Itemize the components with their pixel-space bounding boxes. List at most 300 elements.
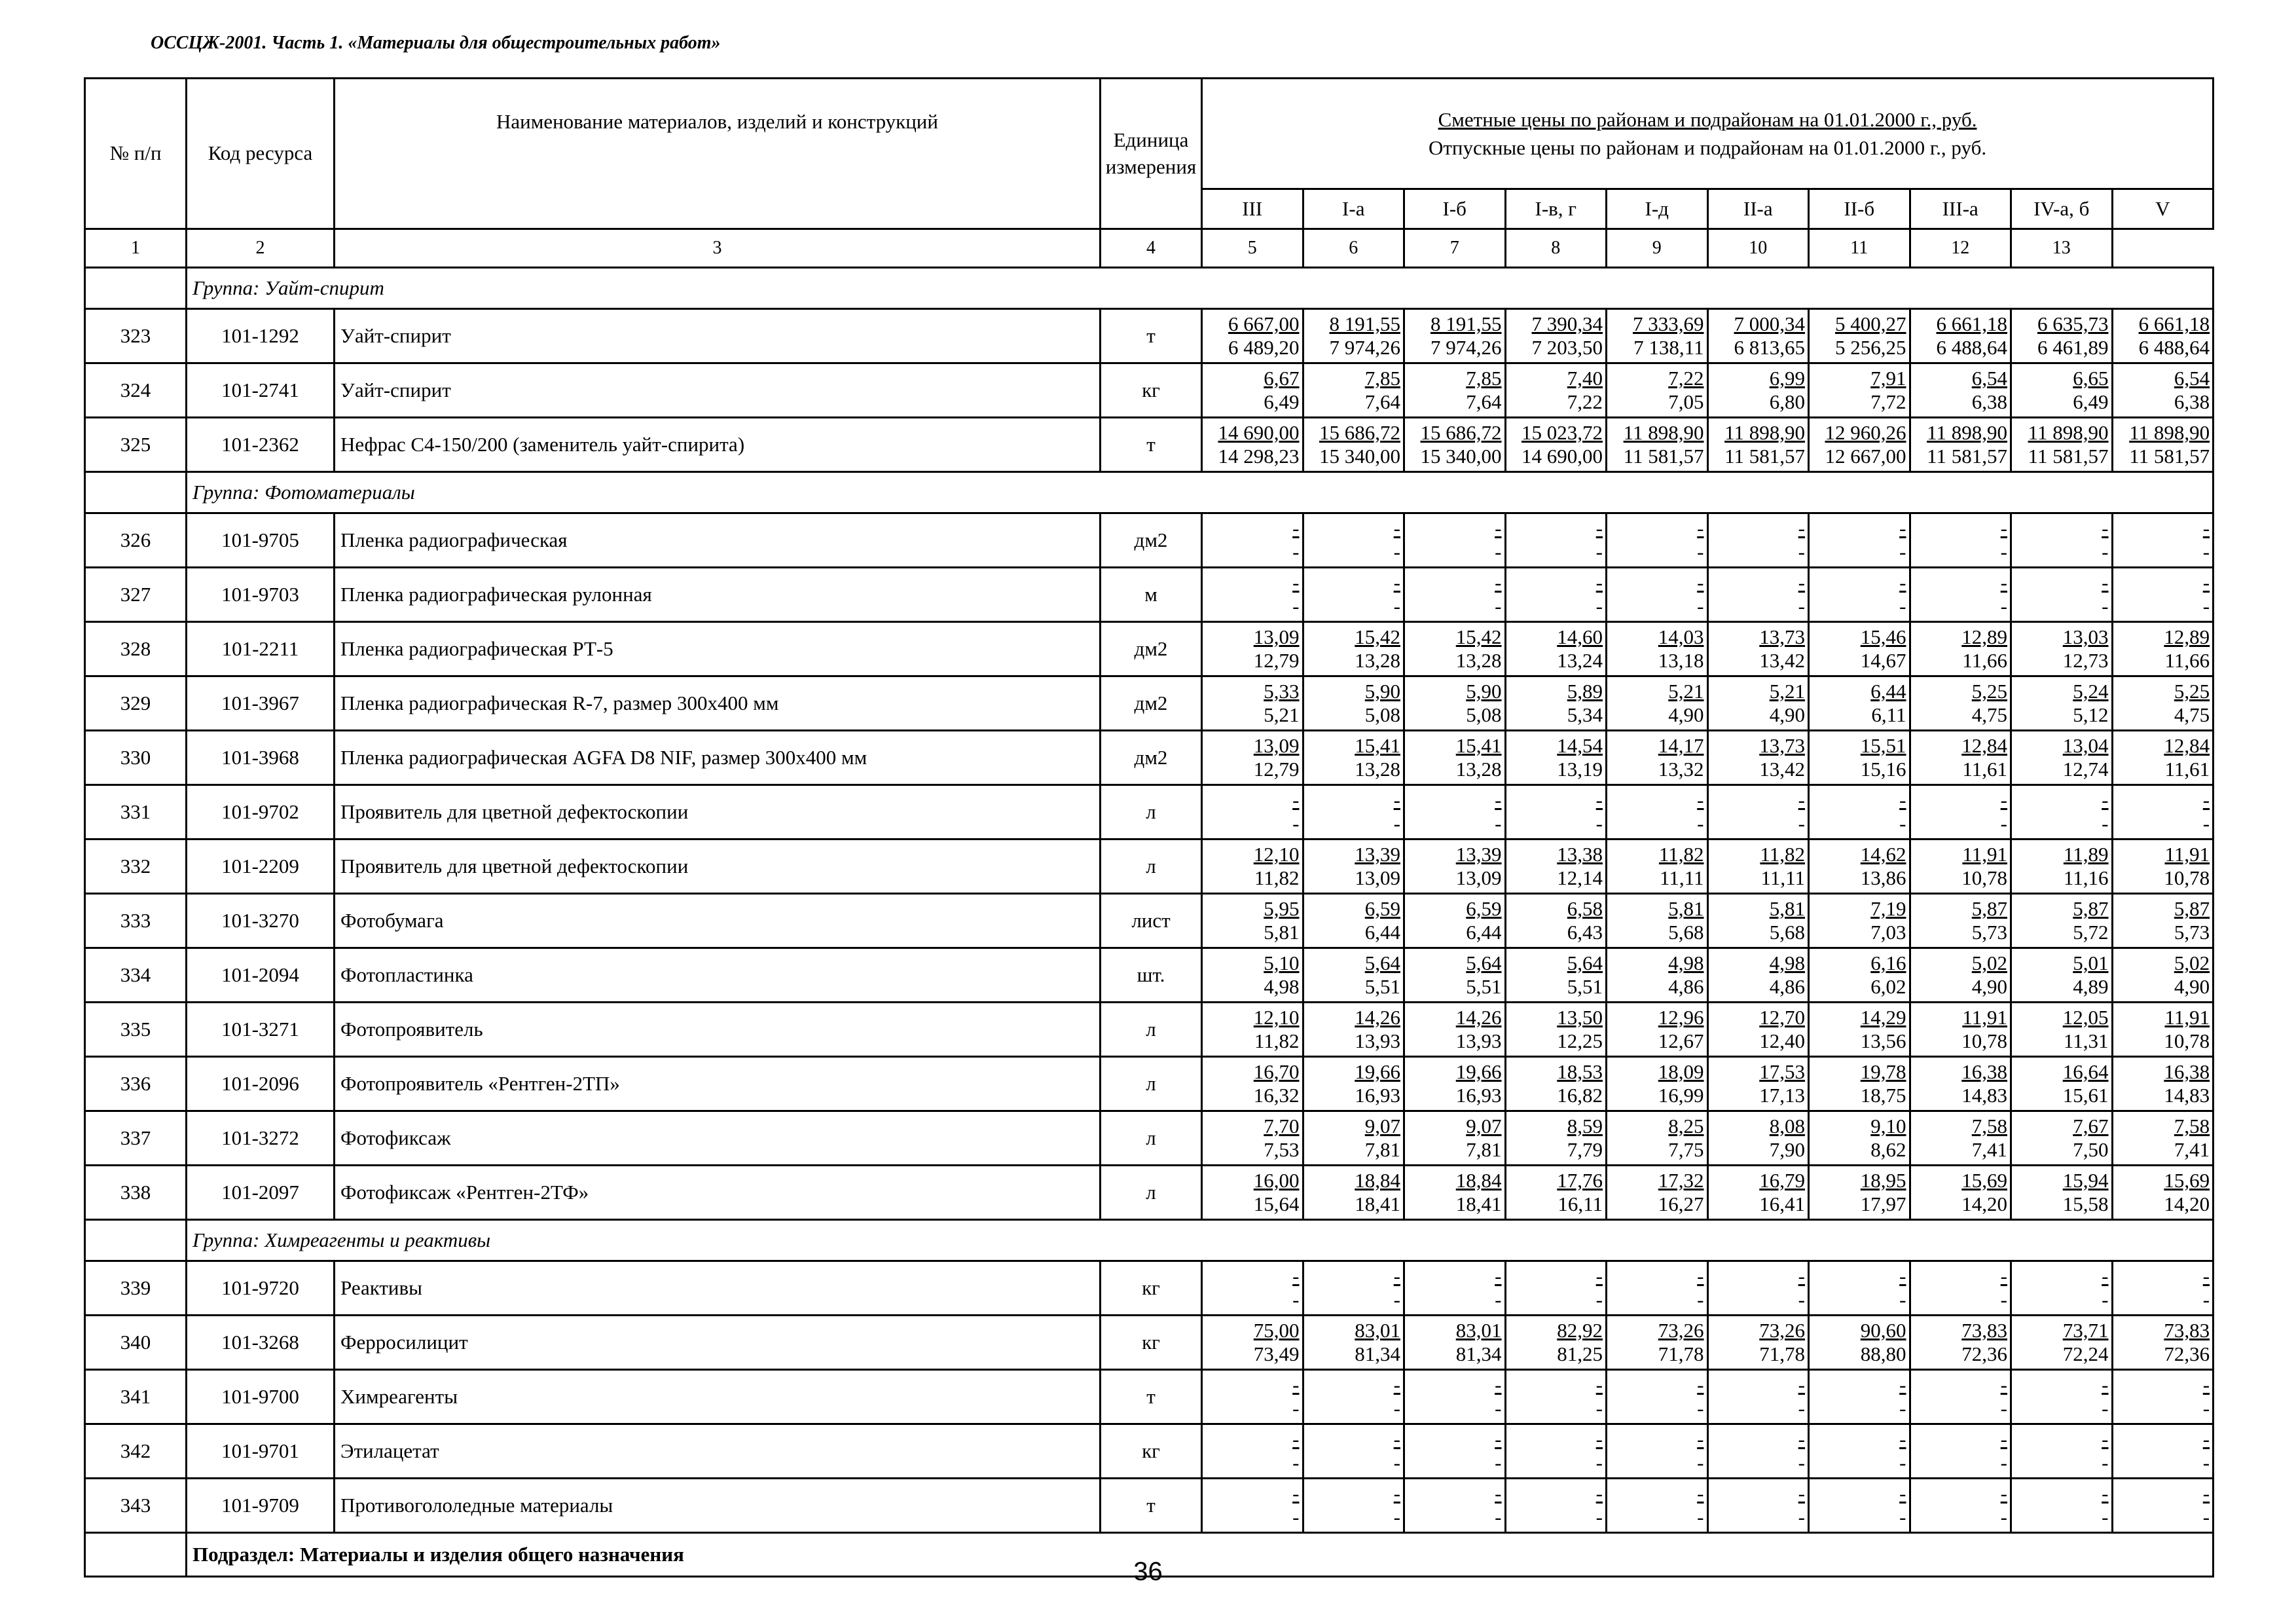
price-cell bbox=[1707, 1057, 1809, 1111]
price-cell bbox=[1202, 568, 1303, 622]
release-price: 7,64 bbox=[1466, 390, 1502, 413]
price-cell bbox=[1910, 1166, 2011, 1220]
estimate-price: 14 690,00 bbox=[1218, 421, 1300, 444]
region-label: V bbox=[2112, 189, 2214, 229]
table-row bbox=[85, 1003, 2214, 1057]
price-cell bbox=[1303, 1166, 1404, 1220]
price-cell bbox=[2011, 894, 2113, 948]
price-cell bbox=[2112, 568, 2214, 622]
price-cell bbox=[2112, 418, 2214, 472]
region-label: III bbox=[1202, 189, 1303, 229]
release-price: - bbox=[1495, 1288, 1502, 1311]
price-cell bbox=[1607, 1261, 1708, 1316]
estimate-price: 75,00 bbox=[1253, 1319, 1300, 1342]
price-cell bbox=[2011, 418, 2113, 472]
release-price: - bbox=[2000, 595, 2007, 618]
estimate-price: 9,10 bbox=[1870, 1115, 1906, 1137]
price-cell bbox=[1707, 894, 1809, 948]
price-cell bbox=[1910, 948, 2011, 1003]
material-name: Противогололедные материалы bbox=[335, 1479, 1101, 1533]
release-price: 16,93 bbox=[1455, 1084, 1502, 1107]
estimate-price: 5,25 bbox=[2174, 680, 2210, 703]
estimate-price: 16,70 bbox=[1253, 1060, 1300, 1083]
release-price: - bbox=[1393, 540, 1400, 563]
row-number: 340 bbox=[85, 1316, 187, 1370]
price-cell bbox=[1505, 1316, 1607, 1370]
release-price: 11,31 bbox=[2063, 1029, 2109, 1052]
estimate-price: - bbox=[1899, 1264, 1906, 1287]
estimate-price: 13,04 bbox=[2062, 734, 2109, 757]
release-price: 15,16 bbox=[1860, 758, 1906, 781]
unit-of-measure: кг bbox=[1101, 363, 1202, 418]
release-price: 15,64 bbox=[1253, 1192, 1300, 1215]
price-cell bbox=[1707, 513, 1809, 568]
estimate-price: 13,09 bbox=[1253, 625, 1300, 648]
release-price: - bbox=[1292, 540, 1300, 563]
estimate-price: 5,10 bbox=[1264, 951, 1300, 974]
column-number: 13 bbox=[2011, 229, 2113, 268]
price-cell bbox=[1910, 894, 2011, 948]
estimate-price: 19,66 bbox=[1355, 1060, 1400, 1083]
estimate-price: - bbox=[1697, 1264, 1704, 1287]
estimate-price: - bbox=[1899, 788, 1906, 811]
price-cell bbox=[1607, 1479, 1708, 1533]
row-number: 342 bbox=[85, 1424, 187, 1479]
price-cell bbox=[2011, 948, 2113, 1003]
material-name: Пленка радиографическая РТ-5 bbox=[335, 622, 1101, 676]
price-cell bbox=[1707, 622, 1809, 676]
table-row bbox=[85, 1111, 2214, 1166]
material-name: Фотобумага bbox=[335, 894, 1101, 948]
price-cell bbox=[1505, 622, 1607, 676]
estimate-price: - bbox=[1798, 571, 1805, 594]
resource-code: 101-9702 bbox=[187, 785, 335, 840]
release-price: 12,74 bbox=[2062, 758, 2109, 781]
price-cell bbox=[1404, 894, 1506, 948]
price-cell bbox=[1202, 948, 1303, 1003]
price-cell bbox=[1303, 1261, 1404, 1316]
estimate-price: 16,00 bbox=[1253, 1169, 1300, 1192]
estimate-price: 15,41 bbox=[1455, 734, 1502, 757]
price-cell bbox=[1404, 1424, 1506, 1479]
estimate-price: 11 898,90 bbox=[1623, 421, 1704, 444]
release-price: 72,36 bbox=[1961, 1342, 2007, 1365]
release-price: - bbox=[1393, 1288, 1400, 1311]
price-cell bbox=[1707, 1424, 1809, 1479]
estimate-price: - bbox=[2000, 1482, 2007, 1505]
release-price: 5,08 bbox=[1364, 703, 1400, 726]
estimate-price: - bbox=[1595, 788, 1603, 811]
price-cell bbox=[1404, 785, 1506, 840]
release-price: 6,43 bbox=[1567, 921, 1603, 944]
material-name: Реактивы bbox=[335, 1261, 1101, 1316]
release-price: - bbox=[1393, 1397, 1400, 1420]
price-cell bbox=[1505, 676, 1607, 731]
estimate-price: 11 898,90 bbox=[2028, 421, 2109, 444]
estimate-price: 7,91 bbox=[1870, 367, 1906, 390]
price-cell bbox=[1202, 1479, 1303, 1533]
release-price: 5,68 bbox=[1668, 921, 1704, 944]
release-price: - bbox=[2102, 1288, 2109, 1311]
estimate-price: 5,24 bbox=[2073, 680, 2109, 703]
release-price: 11,61 bbox=[2164, 758, 2210, 781]
header-name: Наименование материалов, изделий и конструкций bbox=[335, 79, 1101, 229]
estimate-price: 15,41 bbox=[1355, 734, 1400, 757]
row-number: 334 bbox=[85, 948, 187, 1003]
price-cell bbox=[1607, 1316, 1708, 1370]
estimate-price: 5,25 bbox=[1971, 680, 2007, 703]
estimate-price: 6 661,18 bbox=[2138, 312, 2210, 335]
release-price: 7 974,26 bbox=[1430, 336, 1502, 359]
estimate-price: 7,22 bbox=[1668, 367, 1704, 390]
resource-code: 101-9700 bbox=[187, 1370, 335, 1424]
release-price: 12,67 bbox=[1658, 1029, 1704, 1052]
price-cell bbox=[1809, 418, 1910, 472]
estimate-price: - bbox=[1292, 1373, 1300, 1396]
price-cell bbox=[1910, 840, 2011, 894]
price-cell bbox=[1202, 1003, 1303, 1057]
material-name: Уайт-спирит bbox=[335, 363, 1101, 418]
estimate-price: - bbox=[1393, 1373, 1400, 1396]
column-number: 3 bbox=[335, 229, 1101, 268]
release-price: 7 138,11 bbox=[1633, 336, 1704, 359]
estimate-price: 19,66 bbox=[1455, 1060, 1502, 1083]
price-cell bbox=[1303, 1424, 1404, 1479]
region-label: I-в, г bbox=[1505, 189, 1607, 229]
resource-code: 101-3968 bbox=[187, 731, 335, 785]
price-cell bbox=[1910, 1057, 2011, 1111]
price-cell bbox=[1809, 948, 1910, 1003]
release-price: 5,81 bbox=[1264, 921, 1300, 944]
estimate-price: 5,64 bbox=[1567, 951, 1603, 974]
price-cell bbox=[2011, 1261, 2113, 1316]
release-price: 13,86 bbox=[1860, 866, 1906, 889]
unit-of-measure: лист bbox=[1101, 894, 1202, 948]
release-price: - bbox=[2202, 1451, 2210, 1474]
price-cell bbox=[1505, 894, 1607, 948]
estimate-price: 15,42 bbox=[1355, 625, 1400, 648]
price-cell bbox=[2112, 785, 2214, 840]
release-price: 13,42 bbox=[1759, 758, 1805, 781]
header-prices bbox=[1202, 79, 2214, 189]
price-cell bbox=[1202, 731, 1303, 785]
release-price: 5,51 bbox=[1567, 975, 1603, 998]
estimate-price: 5,90 bbox=[1466, 680, 1502, 703]
price-cell bbox=[1707, 1479, 1809, 1533]
price-cell bbox=[2011, 676, 2113, 731]
row-number: 341 bbox=[85, 1370, 187, 1424]
release-price: 7 974,26 bbox=[1329, 336, 1400, 359]
price-cell bbox=[1505, 1370, 1607, 1424]
release-price: 12,14 bbox=[1557, 866, 1603, 889]
price-cell bbox=[1809, 676, 1910, 731]
release-price: - bbox=[1595, 540, 1603, 563]
release-price: 6,44 bbox=[1466, 921, 1502, 944]
estimate-price: 11,82 bbox=[1760, 843, 1805, 866]
table-row bbox=[85, 1424, 2214, 1479]
estimate-price: - bbox=[2000, 517, 2007, 540]
estimate-price: 15 023,72 bbox=[1522, 421, 1603, 444]
release-price: 13,32 bbox=[1658, 758, 1704, 781]
price-cell bbox=[1910, 731, 2011, 785]
release-price: 72,36 bbox=[2164, 1342, 2210, 1365]
estimate-price: 18,53 bbox=[1557, 1060, 1603, 1083]
estimate-price: - bbox=[2202, 1482, 2210, 1505]
release-price: - bbox=[2102, 1505, 2109, 1528]
estimate-price: - bbox=[1899, 1373, 1906, 1396]
price-cell bbox=[1202, 309, 1303, 363]
release-price: - bbox=[2000, 1288, 2007, 1311]
price-cell bbox=[1910, 418, 2011, 472]
estimate-price: - bbox=[2102, 517, 2109, 540]
table-row bbox=[85, 894, 2214, 948]
column-number: 6 bbox=[1303, 229, 1404, 268]
price-cell bbox=[2011, 1370, 2113, 1424]
release-price: - bbox=[1798, 595, 1805, 618]
price-cell bbox=[2011, 568, 2113, 622]
resource-code: 101-1292 bbox=[187, 309, 335, 363]
release-price: 5,51 bbox=[1466, 975, 1502, 998]
price-cell bbox=[1404, 309, 1506, 363]
price-cell bbox=[1404, 1003, 1506, 1057]
price-cell bbox=[1404, 1370, 1506, 1424]
release-price: 6 488,64 bbox=[2138, 336, 2210, 359]
release-price: 15,61 bbox=[2062, 1084, 2109, 1107]
price-cell bbox=[1303, 1370, 1404, 1424]
price-cell bbox=[1910, 676, 2011, 731]
price-cell bbox=[1910, 622, 2011, 676]
price-cell bbox=[1607, 676, 1708, 731]
price-cell bbox=[1404, 676, 1506, 731]
price-cell bbox=[1809, 309, 1910, 363]
estimate-price: 5,21 bbox=[1769, 680, 1805, 703]
price-cell bbox=[2011, 1111, 2113, 1166]
price-cell bbox=[1910, 1479, 2011, 1533]
price-cell bbox=[1607, 1166, 1708, 1220]
release-price: 12,73 bbox=[2062, 649, 2109, 672]
estimate-price: 6,16 bbox=[1870, 951, 1906, 974]
table-row bbox=[85, 676, 2214, 731]
price-cell bbox=[2011, 1479, 2113, 1533]
estimate-price: - bbox=[1595, 1482, 1603, 1505]
price-cell bbox=[2112, 676, 2214, 731]
estimate-price: 7,58 bbox=[1971, 1115, 2007, 1137]
price-cell bbox=[1910, 1316, 2011, 1370]
table-row bbox=[85, 1261, 2214, 1316]
release-price: 7,90 bbox=[1769, 1138, 1805, 1161]
estimate-price: 5,33 bbox=[1264, 680, 1300, 703]
estimate-price: 17,53 bbox=[1759, 1060, 1805, 1083]
estimate-price: - bbox=[2202, 571, 2210, 594]
estimate-price: - bbox=[2202, 1264, 2210, 1287]
price-cell bbox=[1404, 418, 1506, 472]
release-price: 16,99 bbox=[1658, 1084, 1704, 1107]
release-price: 14 298,23 bbox=[1218, 445, 1300, 468]
estimate-price: - bbox=[1899, 1482, 1906, 1505]
estimate-price: - bbox=[1697, 788, 1704, 811]
price-cell bbox=[1707, 731, 1809, 785]
release-price: 12 667,00 bbox=[1825, 445, 1906, 468]
resource-code: 101-3272 bbox=[187, 1111, 335, 1166]
estimate-price: 5,90 bbox=[1364, 680, 1400, 703]
estimate-price: 17,76 bbox=[1557, 1169, 1603, 1192]
estimate-price: 19,78 bbox=[1860, 1060, 1906, 1083]
price-cell bbox=[2112, 948, 2214, 1003]
estimate-price: - bbox=[1393, 1482, 1400, 1505]
release-price: 5,68 bbox=[1769, 921, 1805, 944]
price-cell bbox=[1303, 1057, 1404, 1111]
estimate-price: - bbox=[2202, 1428, 2210, 1450]
release-price: - bbox=[1798, 812, 1805, 835]
release-price: 16,11 bbox=[1558, 1192, 1603, 1215]
resource-code: 101-2211 bbox=[187, 622, 335, 676]
estimate-price: 12 960,26 bbox=[1825, 421, 1906, 444]
release-price: - bbox=[1798, 1505, 1805, 1528]
estimate-price: 7,67 bbox=[2073, 1115, 2109, 1137]
price-cell bbox=[1303, 894, 1404, 948]
region-label: II-а bbox=[1707, 189, 1809, 229]
estimate-price: 8 191,55 bbox=[1329, 312, 1400, 335]
group-empty-cell bbox=[85, 268, 187, 309]
price-cell bbox=[2112, 1111, 2214, 1166]
release-price: 4,98 bbox=[1264, 975, 1300, 998]
estimate-price: 18,84 bbox=[1355, 1169, 1400, 1192]
release-price: - bbox=[1697, 1505, 1704, 1528]
release-price: 71,78 bbox=[1759, 1342, 1805, 1365]
release-price: 12,79 bbox=[1253, 758, 1300, 781]
resource-code: 101-3270 bbox=[187, 894, 335, 948]
group-title: Группа: Фотоматериалы bbox=[187, 472, 2214, 513]
price-cell bbox=[1809, 1316, 1910, 1370]
release-price: 7,41 bbox=[2174, 1138, 2210, 1161]
column-number: 5 bbox=[1202, 229, 1303, 268]
estimate-price: 16,38 bbox=[2164, 1060, 2210, 1083]
estimate-price: - bbox=[1798, 517, 1805, 540]
estimate-price: 11,91 bbox=[1962, 1006, 2007, 1029]
price-cell bbox=[2112, 1003, 2214, 1057]
release-price: - bbox=[1798, 1288, 1805, 1311]
release-price: - bbox=[2000, 1397, 2007, 1420]
price-cell bbox=[2011, 840, 2113, 894]
estimate-price: - bbox=[1595, 1428, 1603, 1450]
group-empty-cell bbox=[85, 1220, 187, 1261]
release-price: - bbox=[1899, 1505, 1906, 1528]
estimate-price: 6 635,73 bbox=[2037, 312, 2109, 335]
price-cell bbox=[1303, 418, 1404, 472]
estimate-price: - bbox=[2102, 1264, 2109, 1287]
estimate-price: 14,03 bbox=[1658, 625, 1704, 648]
estimate-price: 90,60 bbox=[1860, 1319, 1906, 1342]
estimate-price: - bbox=[1899, 571, 1906, 594]
release-price: - bbox=[1292, 812, 1300, 835]
table-row bbox=[85, 840, 2214, 894]
estimate-price: 4,98 bbox=[1668, 951, 1704, 974]
resource-code: 101-2209 bbox=[187, 840, 335, 894]
estimate-price: 6,65 bbox=[2073, 367, 2109, 390]
release-price: 15 340,00 bbox=[1319, 445, 1400, 468]
price-table bbox=[84, 77, 2214, 1578]
release-price: - bbox=[1798, 1451, 1805, 1474]
estimate-price: 8,08 bbox=[1769, 1115, 1805, 1137]
material-name: Пленка радиографическая AGFA D8 NIF, размер 300х400 мм bbox=[335, 731, 1101, 785]
release-price: - bbox=[1899, 1288, 1906, 1311]
estimate-price: 6,44 bbox=[1870, 680, 1906, 703]
estimate-price: 16,38 bbox=[1961, 1060, 2007, 1083]
price-cell bbox=[1505, 363, 1607, 418]
estimate-price: 13,03 bbox=[2062, 625, 2109, 648]
unit-of-measure: л bbox=[1101, 1057, 1202, 1111]
price-cell bbox=[1707, 785, 1809, 840]
header-unit: Единица измерения bbox=[1101, 79, 1202, 229]
price-cell bbox=[1809, 622, 1910, 676]
unit-of-measure: кг bbox=[1101, 1316, 1202, 1370]
price-cell bbox=[1607, 785, 1708, 840]
price-cell bbox=[2112, 622, 2214, 676]
estimate-price: 6,59 bbox=[1466, 897, 1502, 920]
estimate-price: - bbox=[1495, 1428, 1502, 1450]
estimate-price: 7,85 bbox=[1466, 367, 1502, 390]
release-price: 14,83 bbox=[2164, 1084, 2210, 1107]
column-number: 12 bbox=[1910, 229, 2011, 268]
release-price: 16,41 bbox=[1759, 1192, 1805, 1215]
release-price: - bbox=[2202, 540, 2210, 563]
subsection-title: Подраздел: Материалы и изделия общего назначения bbox=[187, 1533, 2214, 1577]
price-cell bbox=[2112, 731, 2214, 785]
estimate-price: - bbox=[1899, 1428, 1906, 1450]
release-price: 4,75 bbox=[2174, 703, 2210, 726]
price-cell bbox=[2011, 622, 2113, 676]
release-price: 7,53 bbox=[1264, 1138, 1300, 1161]
row-number: 329 bbox=[85, 676, 187, 731]
estimate-price: - bbox=[1393, 1428, 1400, 1450]
price-cell bbox=[1809, 1003, 1910, 1057]
estimate-price: 7,85 bbox=[1364, 367, 1400, 390]
price-cell bbox=[1505, 1261, 1607, 1316]
table-row bbox=[85, 309, 2214, 363]
price-cell bbox=[1404, 731, 1506, 785]
release-price: 12,25 bbox=[1557, 1029, 1603, 1052]
estimate-price: - bbox=[1393, 788, 1400, 811]
estimate-price: 5,02 bbox=[1971, 951, 2007, 974]
release-price: 11,11 bbox=[1660, 866, 1704, 889]
price-cell bbox=[1607, 1370, 1708, 1424]
price-cell bbox=[2112, 363, 2214, 418]
release-price: - bbox=[2102, 812, 2109, 835]
release-price: 6,80 bbox=[1769, 390, 1805, 413]
table-row bbox=[85, 785, 2214, 840]
release-price: 81,34 bbox=[1455, 1342, 1502, 1365]
release-price: - bbox=[1697, 1397, 1704, 1420]
resource-code: 101-2741 bbox=[187, 363, 335, 418]
release-price: - bbox=[1292, 1288, 1300, 1311]
release-price: 12,79 bbox=[1253, 649, 1300, 672]
price-cell bbox=[1607, 731, 1708, 785]
price-cell bbox=[1607, 568, 1708, 622]
release-price: 10,78 bbox=[2164, 1029, 2210, 1052]
price-cell bbox=[1910, 568, 2011, 622]
row-number: 324 bbox=[85, 363, 187, 418]
unit-of-measure: л bbox=[1101, 1111, 1202, 1166]
price-cell bbox=[1202, 840, 1303, 894]
price-cell bbox=[1910, 1424, 2011, 1479]
price-cell bbox=[1202, 1166, 1303, 1220]
price-cell bbox=[1505, 309, 1607, 363]
price-cell bbox=[1809, 1111, 1910, 1166]
row-number: 333 bbox=[85, 894, 187, 948]
resource-code: 101-9705 bbox=[187, 513, 335, 568]
material-name: Химреагенты bbox=[335, 1370, 1101, 1424]
release-price: - bbox=[1798, 540, 1805, 563]
